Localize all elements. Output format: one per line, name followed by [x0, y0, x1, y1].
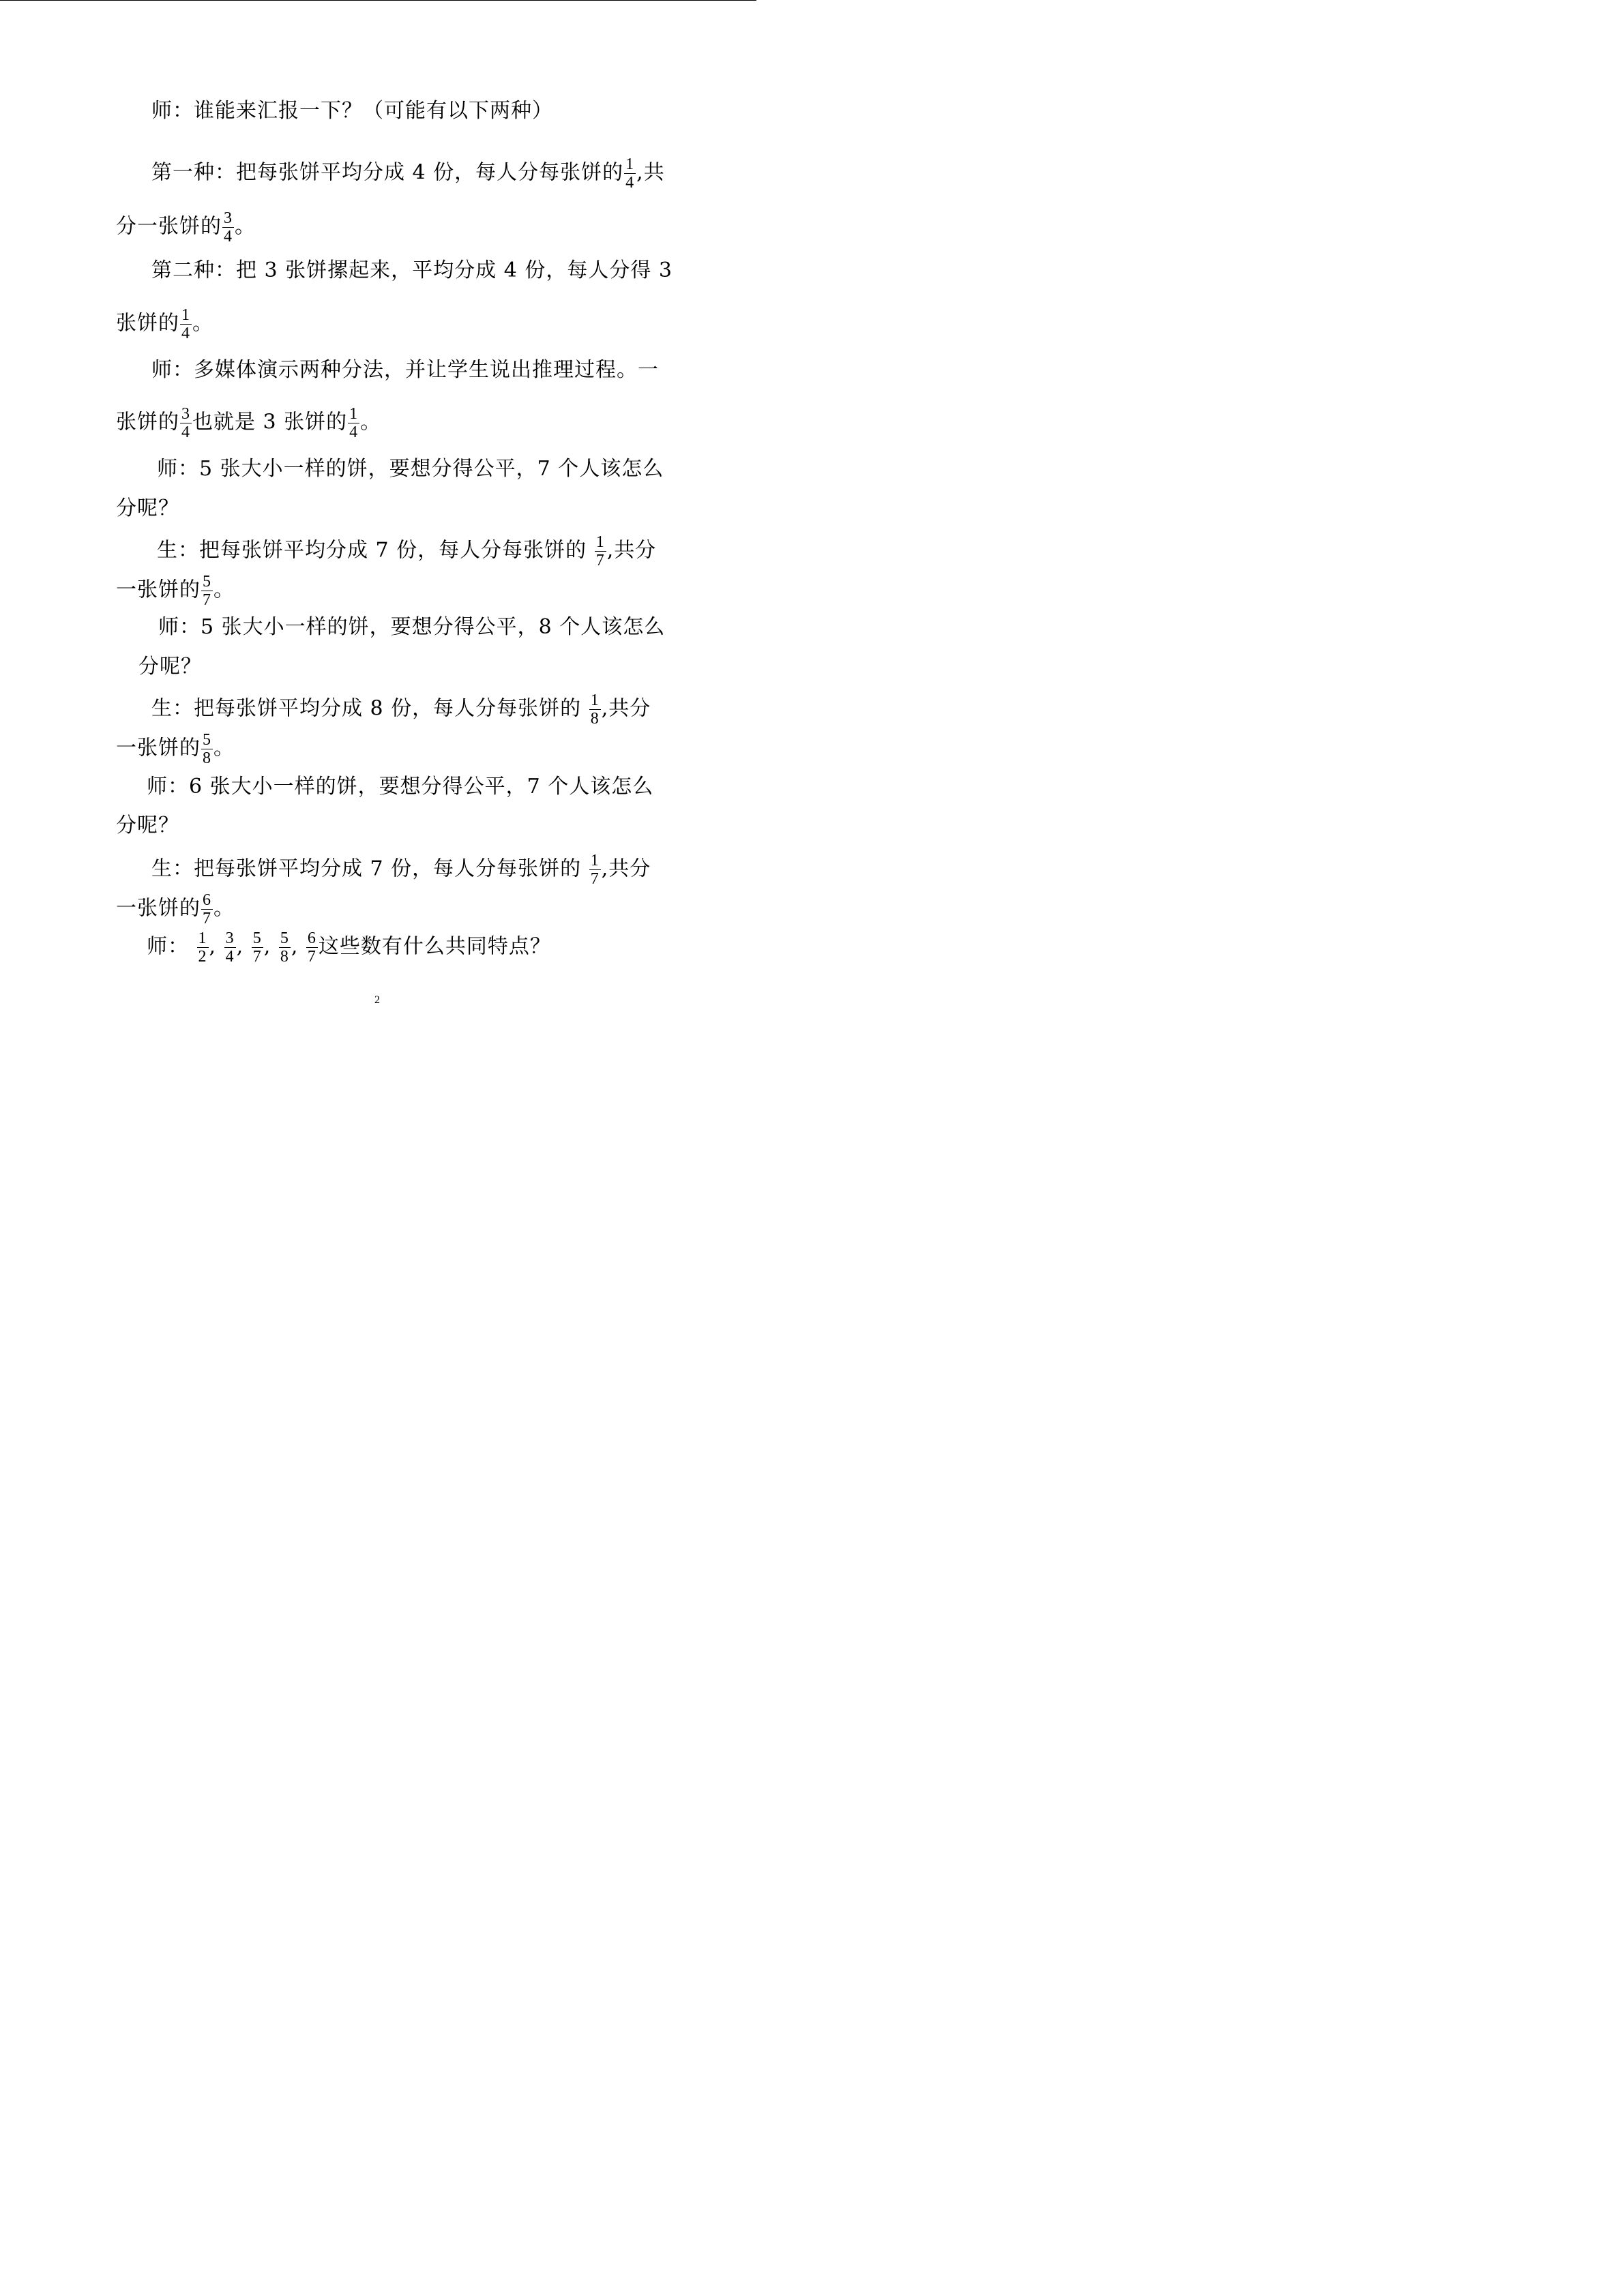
line-text-after: 这些数有什么共同特点？ — [318, 934, 551, 959]
line-text: 生：把每张饼平均分成 7 份，每人分每张饼的 — [157, 538, 594, 563]
line-text-after: ,共分 — [601, 696, 651, 721]
line-text: 一张饼的 — [116, 896, 201, 921]
line-text: 分呢？ — [116, 814, 179, 837]
line-text: 一张饼的 — [116, 578, 201, 602]
line-text-after: 。 — [213, 578, 235, 602]
line-text: 分呢？ — [116, 496, 179, 520]
page-top-border — [0, 0, 756, 1]
paragraph-line — [138, 655, 202, 679]
line-text: 第二种：把 3 张饼摞起来，平均分成 4 份，每人分得 3 — [151, 258, 673, 282]
line-text-after: ,共分 — [606, 538, 657, 563]
fraction: $\frac{6}{7}$ — [307, 929, 316, 966]
paragraph-line — [151, 852, 651, 888]
line-text-after: 。 — [192, 311, 213, 336]
line-text: 师：6 张大小一样的饼，要想分得公平，7 个人该怎么 — [147, 775, 654, 799]
line-text: 张饼的 — [116, 311, 179, 336]
line-text-after: 。 — [213, 896, 235, 921]
fraction: $\frac{1}{2}$ — [198, 929, 207, 966]
paragraph-line — [147, 929, 551, 966]
paragraph-line — [116, 306, 213, 342]
separator: , — [291, 934, 299, 959]
fraction: $\frac{1}{4}$ — [181, 306, 190, 342]
paragraph-line — [151, 691, 651, 728]
paragraph-line — [157, 533, 656, 569]
line-text: 师：5 张大小一样的饼，要想分得公平，8 个人该怎么 — [158, 615, 666, 639]
fraction: $\frac{1}{8}$ — [590, 691, 600, 728]
separator: , — [236, 934, 244, 959]
line-text-after: 。 — [213, 736, 235, 760]
line-text-after: 。 — [360, 410, 382, 434]
fraction: $\frac{1}{4}$ — [625, 155, 635, 192]
fraction: $\frac{3}{4}$ — [225, 929, 235, 966]
line-text: 师：5 张大小一样的饼，要想分得公平，7 个人该怎么 — [157, 457, 664, 481]
fraction: $\frac{6}{7}$ — [203, 891, 211, 927]
separator: , — [209, 934, 217, 959]
separator: , — [263, 934, 271, 959]
line-text: 第一种：把每张饼平均分成 4 份，每人分每张饼的 — [151, 160, 624, 185]
line-text: 师：多媒体演示两种分法，并让学生说出推理过程。一 — [151, 358, 659, 382]
paragraph-line — [116, 209, 256, 245]
line-text: 师：谁能来汇报一下？（可能有以下两种） — [151, 99, 553, 123]
line-text: 分一张饼的 — [116, 214, 222, 239]
paragraph-line — [151, 155, 665, 192]
paragraph-line — [116, 731, 235, 767]
line-text: 生：把每张饼平均分成 8 份，每人分每张饼的 — [151, 696, 589, 721]
paragraph-line — [116, 496, 179, 521]
fraction: $\frac{1}{4}$ — [349, 405, 359, 441]
paragraph-line — [151, 99, 553, 123]
line-text: 生：把每张饼平均分成 7 份，每人分每张饼的 — [151, 856, 589, 881]
fraction: $\frac{5}{8}$ — [280, 929, 289, 966]
line-text: 分呢？ — [138, 655, 202, 679]
paragraph-line — [157, 457, 664, 481]
paragraph-line — [116, 891, 235, 927]
fraction: $\frac{5}{8}$ — [203, 731, 211, 767]
line-text: 师： — [147, 934, 189, 959]
fraction: $\frac{5}{7}$ — [203, 573, 211, 609]
fraction: $\frac{1}{7}$ — [595, 533, 605, 569]
line-text: 张饼的 — [116, 410, 179, 434]
paragraph-line — [116, 814, 179, 838]
fraction: $\frac{3}{4}$ — [224, 209, 233, 245]
paragraph-line — [116, 573, 235, 609]
line-text-after: ,共 — [636, 160, 665, 185]
page-number: 2 — [374, 994, 380, 1006]
line-text-mid: 也就是 3 张饼的 — [192, 410, 348, 434]
fraction: $\frac{3}{4}$ — [181, 405, 190, 441]
line-text: 一张饼的 — [116, 736, 201, 760]
paragraph-line — [116, 405, 381, 441]
line-text-after: ,共分 — [601, 856, 651, 881]
paragraph-line — [151, 258, 673, 283]
paragraph-line — [147, 775, 653, 799]
fraction: $\frac{1}{7}$ — [590, 852, 600, 888]
line-text-after: 。 — [235, 214, 256, 239]
paragraph-line — [151, 358, 659, 383]
fraction: $\frac{5}{7}$ — [252, 929, 262, 966]
paragraph-line — [158, 615, 665, 640]
